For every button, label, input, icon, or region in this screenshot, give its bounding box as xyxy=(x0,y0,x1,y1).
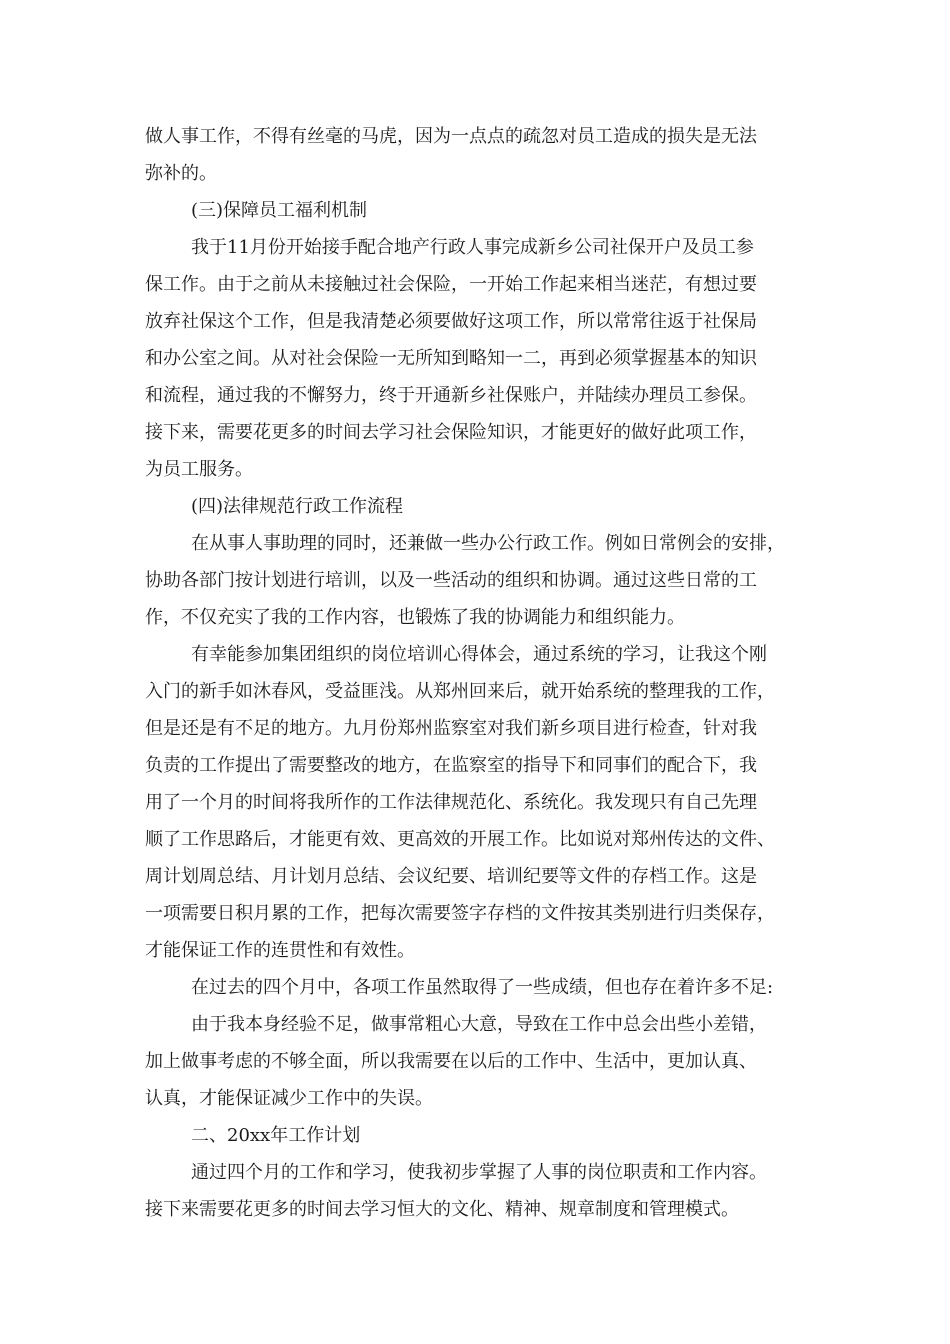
text-line: 我于11月份开始接手配合地产行政人事完成新乡公司社保开户及员工参 xyxy=(191,237,754,258)
text-line: 二、20xx年工作计划 xyxy=(191,1125,361,1146)
text-line: 入门的新手如沐春风，受益匪浅。从郑州回来后，就开始系统的整理我的工作， xyxy=(145,681,775,702)
text-line: 接下来需要花更多的时间去学习恒大的文化、精神、规章制度和管理模式。 xyxy=(145,1199,739,1220)
text-line: 用了一个月的时间将我所作的工作法律规范化、系统化。我发现只有自己先理 xyxy=(145,792,757,813)
document-body xyxy=(145,118,825,1228)
text-line: 协助各部门按计划进行培训，以及一些活动的组织和协调。通过这些日常的工 xyxy=(145,570,757,591)
text-line: 作，不仅充实了我的工作内容，也锻炼了我的协调能力和组织能力。 xyxy=(145,607,685,628)
text-line: (四)法律规范行政工作流程 xyxy=(191,496,404,517)
text-line: 一项需要日积月累的工作，把每次需要签字存档的文件按其类别进行归类保存， xyxy=(145,903,775,924)
text-line: 通过四个月的工作和学习，使我初步掌握了人事的岗位职责和工作内容。 xyxy=(191,1162,767,1183)
text-line: 放弃社保这个工作，但是我清楚必须要做好这项工作，所以常常往返于社保局 xyxy=(145,311,757,332)
text-line: 在从事人事助理的同时，还兼做一些办公行政工作。例如日常例会的安排， xyxy=(191,533,785,554)
text-line: 才能保证工作的连贯性和有效性。 xyxy=(145,940,415,961)
text-line: 由于我本身经验不足，做事常粗心大意，导致在工作中总会出些小差错， xyxy=(191,1014,767,1035)
text-line: 负责的工作提出了需要整改的地方，在监察室的指导下和同事们的配合下，我 xyxy=(145,755,757,776)
text-line: 做人事工作，不得有丝毫的马虎，因为一点点的疏忽对员工造成的损失是无法 xyxy=(145,126,757,147)
text-line: 弥补的。 xyxy=(145,163,217,184)
text-line: 接下来，需要花更多的时间去学习社会保险知识，才能更好的做好此项工作， xyxy=(145,422,757,443)
text-line: 周计划周总结、月计划月总结、会议纪要、培训纪要等文件的存档工作。这是 xyxy=(145,866,757,887)
text-line: 和流程，通过我的不懈努力，终于开通新乡社保账户，并陆续办理员工参保。 xyxy=(145,385,757,406)
text-line: 认真，才能保证减少工作中的失误。 xyxy=(145,1088,433,1109)
text-line: 但是还是有不足的地方。九月份郑州监察室对我们新乡项目进行检查，针对我 xyxy=(145,718,757,739)
text-line: 在过去的四个月中，各项工作虽然取得了一些成绩，但也存在着许多不足: xyxy=(191,977,774,998)
text-line: 和办公室之间。从对社会保险一无所知到略知一二，再到必须掌握基本的知识 xyxy=(145,348,757,369)
text-line: 保工作。由于之前从未接触过社会保险，一开始工作起来相当迷茫，有想过要 xyxy=(145,274,757,295)
text-line: (三)保障员工福利机制 xyxy=(191,200,368,221)
text-line: 加上做事考虑的不够全面，所以我需要在以后的工作中、生活中，更加认真、 xyxy=(145,1051,757,1072)
text-line: 有幸能参加集团组织的岗位培训心得体会，通过系统的学习，让我这个刚 xyxy=(191,644,767,665)
text-line: 顺了工作思路后，才能更有效、更高效的开展工作。比如说对郑州传达的文件、 xyxy=(145,829,775,850)
text-line: 为员工服务。 xyxy=(145,459,253,480)
